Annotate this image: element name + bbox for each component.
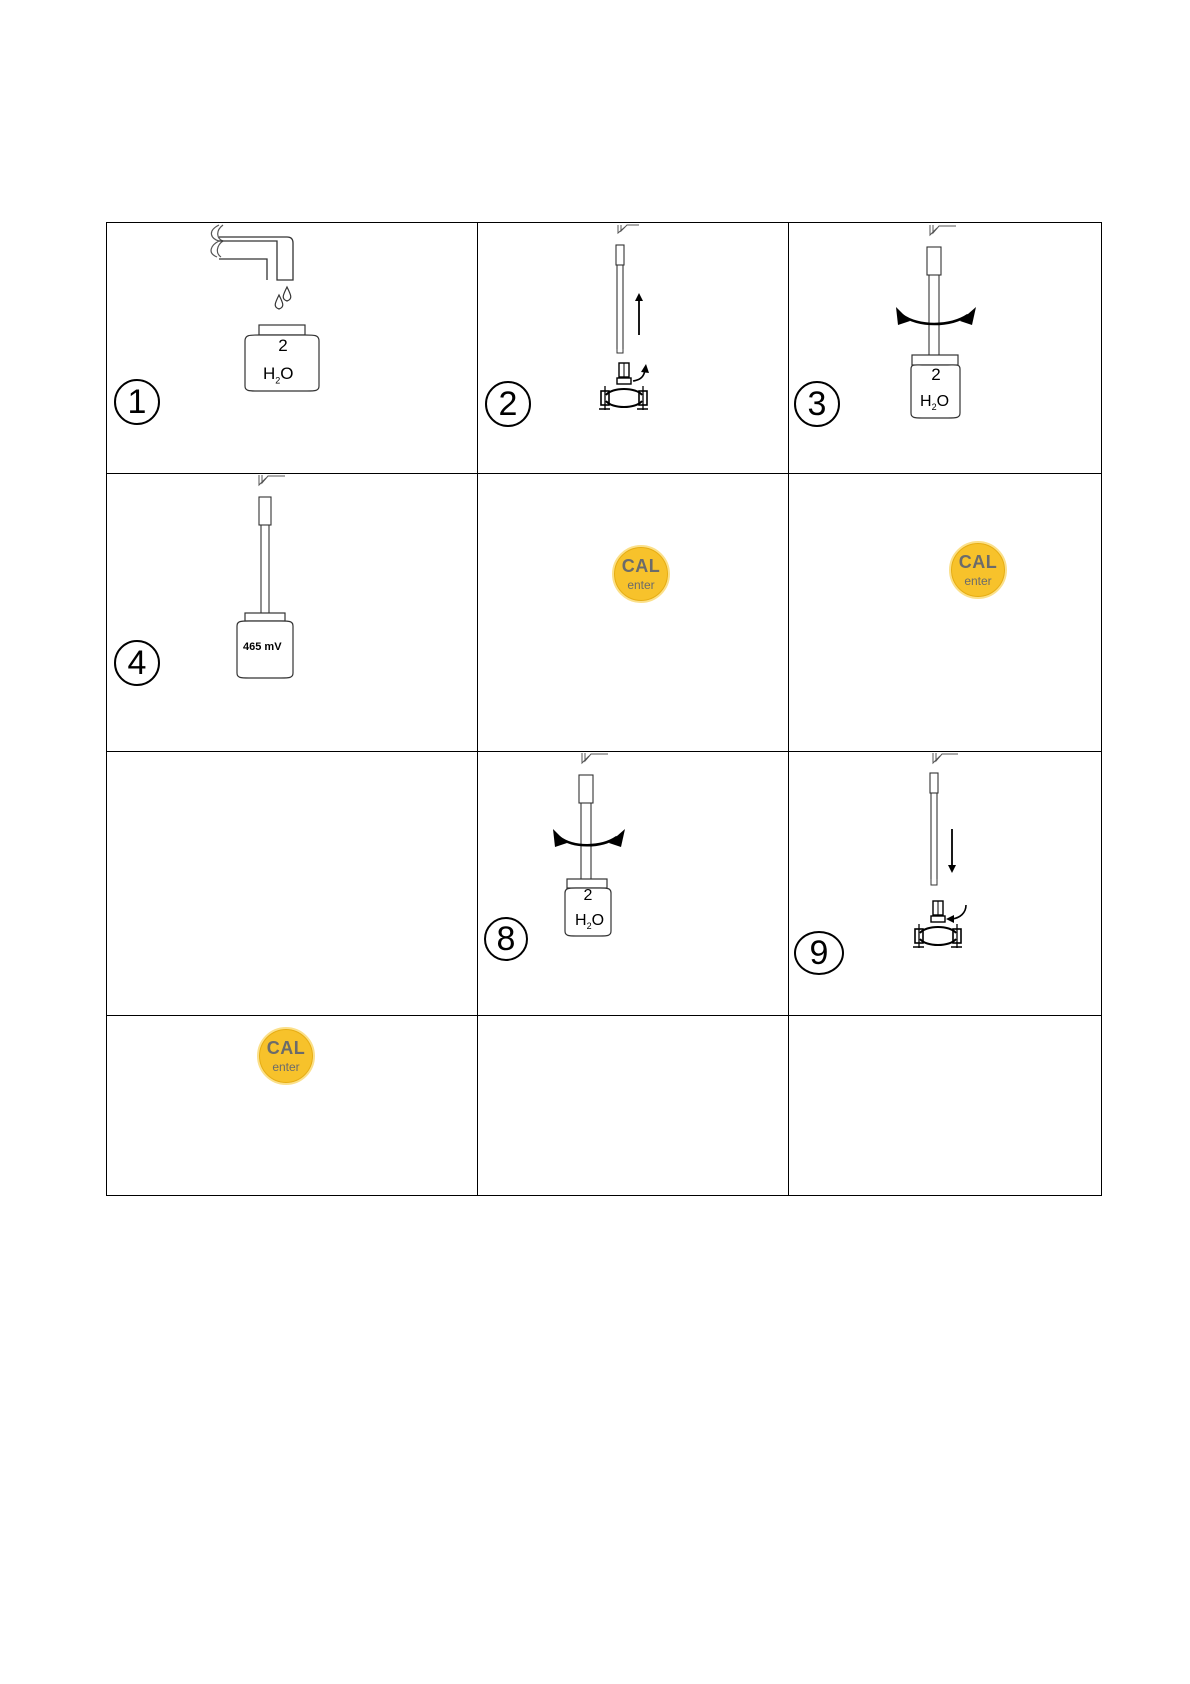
step-number-9: 9: [794, 931, 844, 975]
cell-step-9: [788, 751, 1103, 1015]
bottle-label-h2o: [263, 364, 294, 385]
tap-water-illustration: [107, 223, 477, 473]
instruction-grid: [106, 222, 1102, 1196]
step-number-1: 1: [114, 379, 160, 425]
bottle-number: 2: [931, 365, 941, 384]
cell-step-10: [107, 1015, 477, 1197]
cell-step-2: [477, 223, 788, 473]
step-number-8: 8: [484, 917, 528, 961]
cal-label: CAL: [621, 556, 661, 576]
step-number-4: 4: [114, 640, 160, 686]
swirl-sensor-illustration: [477, 751, 788, 1015]
h2o-o: O: [280, 364, 294, 383]
h2o-h: H: [263, 364, 276, 383]
cal-enter-button[interactable]: [949, 541, 1007, 599]
h2o-h: H: [575, 912, 587, 929]
h2o-h: H: [920, 393, 932, 410]
h2o-o: O: [591, 912, 605, 929]
cell-step-1: [107, 223, 477, 473]
cal-enter-button[interactable]: [612, 545, 670, 603]
h2o-subscript: 2: [275, 375, 281, 386]
enter-label: enter: [272, 1060, 300, 1074]
bottle-label-h2o: [920, 393, 949, 412]
cal-label: CAL: [958, 552, 998, 572]
cal-label: CAL: [266, 1038, 306, 1058]
bottle-label-h2o: [575, 912, 604, 931]
h2o-subscript: 2: [931, 402, 937, 413]
sensor-removal-illustration: [477, 223, 788, 473]
bottle-reading: 465 mV: [243, 641, 282, 653]
h2o-o: O: [936, 393, 950, 410]
cell-step-5: [477, 473, 788, 751]
cell-step-3: [788, 223, 1103, 473]
h2o-subscript: 2: [586, 921, 592, 932]
enter-label: enter: [964, 574, 992, 588]
cell-step-7: [107, 751, 477, 1015]
reference-solution-illustration: [107, 473, 477, 751]
step-number-2: 2: [485, 381, 531, 427]
bottle-number: 2: [278, 336, 288, 355]
swirl-sensor-illustration: [788, 223, 1103, 473]
cell-step-11: [477, 1015, 788, 1197]
cell-step-12: [788, 1015, 1103, 1197]
cell-step-8: [477, 751, 788, 1015]
cal-enter-button[interactable]: [257, 1027, 315, 1085]
bottle-number: 2: [583, 887, 593, 904]
sensor-insertion-illustration: [788, 751, 1103, 1015]
cell-step-4: [107, 473, 477, 751]
cell-step-6: [788, 473, 1103, 751]
step-number-3: 3: [794, 381, 840, 427]
enter-label: enter: [627, 578, 655, 592]
